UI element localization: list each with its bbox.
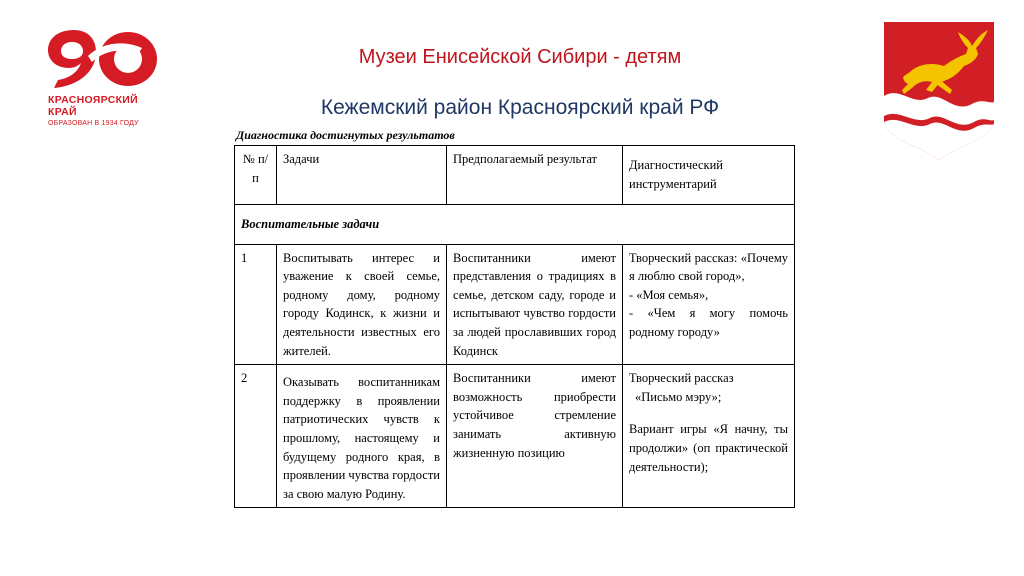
results-table <box>234 145 788 576</box>
tool-line: Вариант игры «Я начну, ты продолжи» (оп практической деятельности); <box>629 422 788 474</box>
table-row <box>235 365 795 508</box>
tool-line: - «Чем я могу помочь родному городу» <box>629 306 788 339</box>
anniversary-logo <box>44 26 162 92</box>
row-task: Оказывать воспитанникам поддержку в проявлении патриотических чувств к прошлому, настоящему и будущему родного края, в проявлении чувства гордости за свою малую Родину. <box>277 365 447 508</box>
row-tools <box>623 244 795 365</box>
header-result: Предполагаемый результат <box>447 146 623 205</box>
header-tools: Диагностический инструментарий <box>623 146 795 205</box>
table-row <box>235 244 795 365</box>
header-tasks: Задачи <box>277 146 447 205</box>
table-caption: Диагностика достигнутых результатов <box>236 128 455 142</box>
section-row <box>235 205 795 245</box>
logo-line-2: КРАЙ <box>48 106 77 118</box>
coat-of-arms-icon <box>880 18 998 162</box>
tool-line: - «Моя семья», <box>629 287 709 302</box>
tool-line: «Письмо мэру»; <box>635 389 722 404</box>
row-task: Воспитывать интерес и уважение к своей семье, родному дому, родному городу Кодинск, к жизни и деятельности известных его жителей. <box>277 244 447 365</box>
table-header-row <box>235 146 795 205</box>
page-subtitle: Кежемский район Красноярский край РФ <box>320 96 720 119</box>
row-result: Воспитанники имеют возможность приобрести устойчивое стремление занимать активную жизненную позицию <box>447 365 623 508</box>
row-num: 2 <box>235 365 277 508</box>
ninety-logo-icon <box>44 26 162 92</box>
row-result: Воспитанники имеют представления о традициях в семье, детском саду, городе и испытывают чувство гордости за людей прославивших город Кодинск <box>447 244 623 365</box>
row-tools <box>623 365 795 508</box>
tool-line: Творческий рассказ: «Почему я люблю свой город», <box>629 250 788 284</box>
header-num: № п/п <box>235 146 277 205</box>
row-num: 1 <box>235 244 277 365</box>
logo-line-3: ОБРАЗОВАН В 1934 ГОДУ <box>48 120 139 127</box>
page-title: Музеи Енисейской Сибири - детям <box>358 46 682 68</box>
tool-line: Творческий рассказ <box>629 371 734 386</box>
logo-line-1: КРАСНОЯРСКИЙ <box>48 94 138 106</box>
section-title: Воспитательные задачи <box>235 205 795 245</box>
